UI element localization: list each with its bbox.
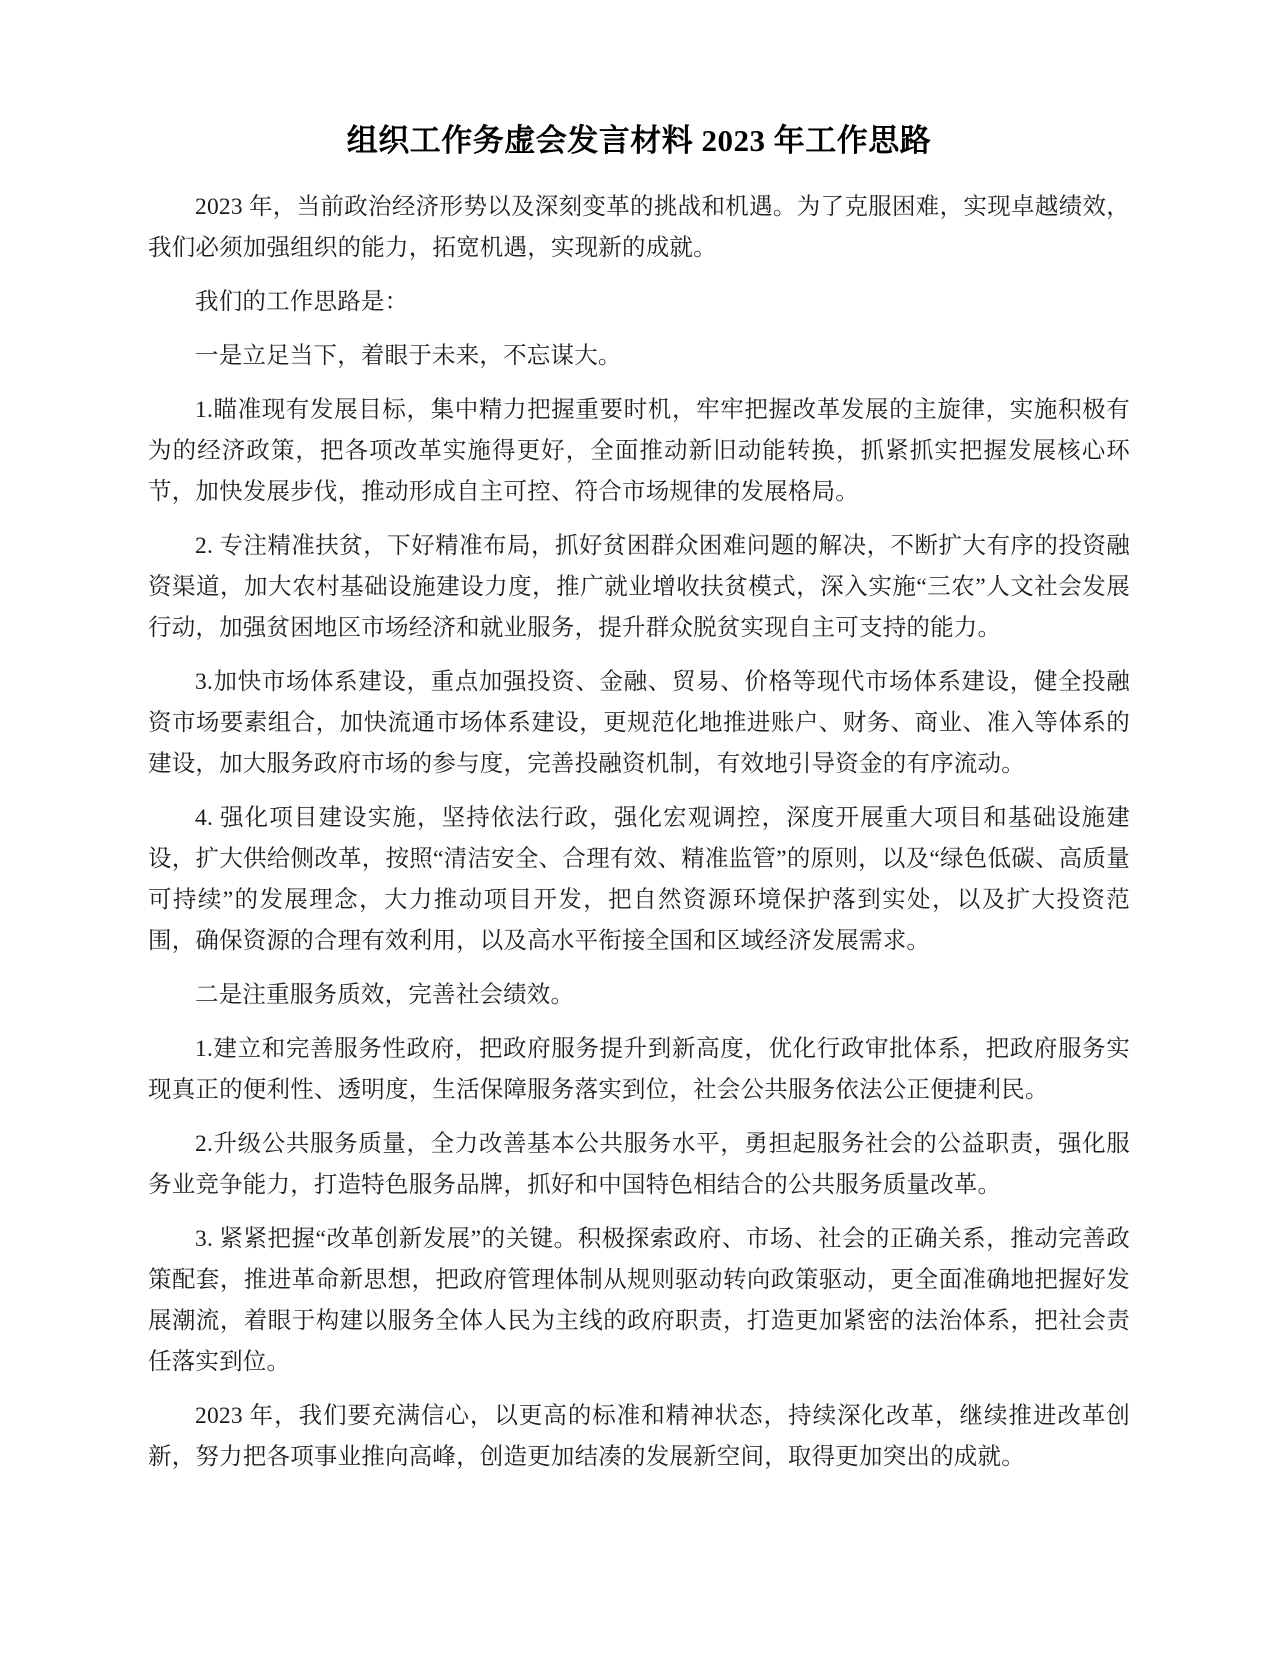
- section-heading-one: 一是立足当下，着眼于未来，不忘谋大。: [195, 342, 622, 369]
- paragraph-two-item-3: 3. 紧紧把握“改革创新发展”的关键。积极探索政府、市场、社会的正确关系，推动完善政策配套，推进革命新思想，把政府管理体制从规则驱动转向政策驱动，更全面准确地把握好发展潮流，着眼于构建以服务全体人民为主线的政府职责，打造更加紧密的法治体系，把社会责任落实到位。: [148, 1225, 1130, 1375]
- paragraph-one-item-2: 2. 专注精准扶贫，下好精准布局，抓好贫困群众困难问题的解决，不断扩大有序的投资融资渠道，加大农村基础设施建设力度，推广就业增收扶贫模式，深入实施“三农”人文社会发展行动，加强贫困地区市场经济和就业服务，提升群众脱贫实现自主可支持的能力。: [148, 532, 1130, 641]
- page-title: 组织工作务虚会发言材料 2023 年工作思路: [346, 123, 932, 158]
- paragraph-conclusion: 2023 年，我们要充满信心，以更高的标准和精神状态，持续深化改革，继续推进改革创新，努力把各项事业推向高峰，创造更加结凑的发展新空间，取得更加突出的成就。: [148, 1402, 1130, 1470]
- paragraph-one-item-1: 1.瞄准现有发展目标，集中精力把握重要时机，牢牢把握改革发展的主旋律，实施积极有为的经济政策，把各项改革实施得更好，全面推动新旧动能转换，抓紧抓实把握发展核心环节，加快发展步伐，推动形成自主可控、符合市场规律的发展格局。: [148, 396, 1130, 505]
- paragraph-intro: 2023 年，当前政治经济形势以及深刻变革的挑战和机遇。为了克服困难，实现卓越绩效，我们必须加强组织的能力，拓宽机遇，实现新的成就。: [148, 193, 1130, 261]
- paragraph-two-item-1: 1.建立和完善服务性政府，把政府服务提升到新高度，优化行政审批体系，把政府服务实现真正的便利性、透明度，生活保障服务落实到位，社会公共服务依法公正便捷利民。: [148, 1035, 1130, 1103]
- section-heading-two: 二是注重服务质效，完善社会绩效。: [195, 981, 575, 1008]
- paragraph-one-item-3: 3.加快市场体系建设，重点加强投资、金融、贸易、价格等现代市场体系建设，健全投融资市场要素组合，加快流通市场体系建设，更规范化地推进账户、财务、商业、准入等体系的建设，加大服务政府市场的参与度，完善投融资机制，有效地引导资金的有序流动。: [148, 668, 1130, 777]
- paragraph-two-item-2: 2.升级公共服务质量，全力改善基本公共服务水平，勇担起服务社会的公益职责，强化服务业竞争能力，打造特色服务品牌，抓好和中国特色相结合的公共服务质量改革。: [148, 1130, 1130, 1198]
- paragraph-lead-in: 我们的工作思路是：: [195, 288, 409, 315]
- paragraph-one-item-4: 4. 强化项目建设实施，坚持依法行政，强化宏观调控，深度开展重大项目和基础设施建设，扩大供给侧改革，按照“清洁安全、合理有效、精准监管”的原则，以及“绿色低碳、高质量可持续”的发展理念，大力推动项目开发，把自然资源环境保护落到实处，以及扩大投资范围，确保资源的合理有效利用，以及高水平衔接全国和区域经济发展需求。: [148, 804, 1130, 954]
